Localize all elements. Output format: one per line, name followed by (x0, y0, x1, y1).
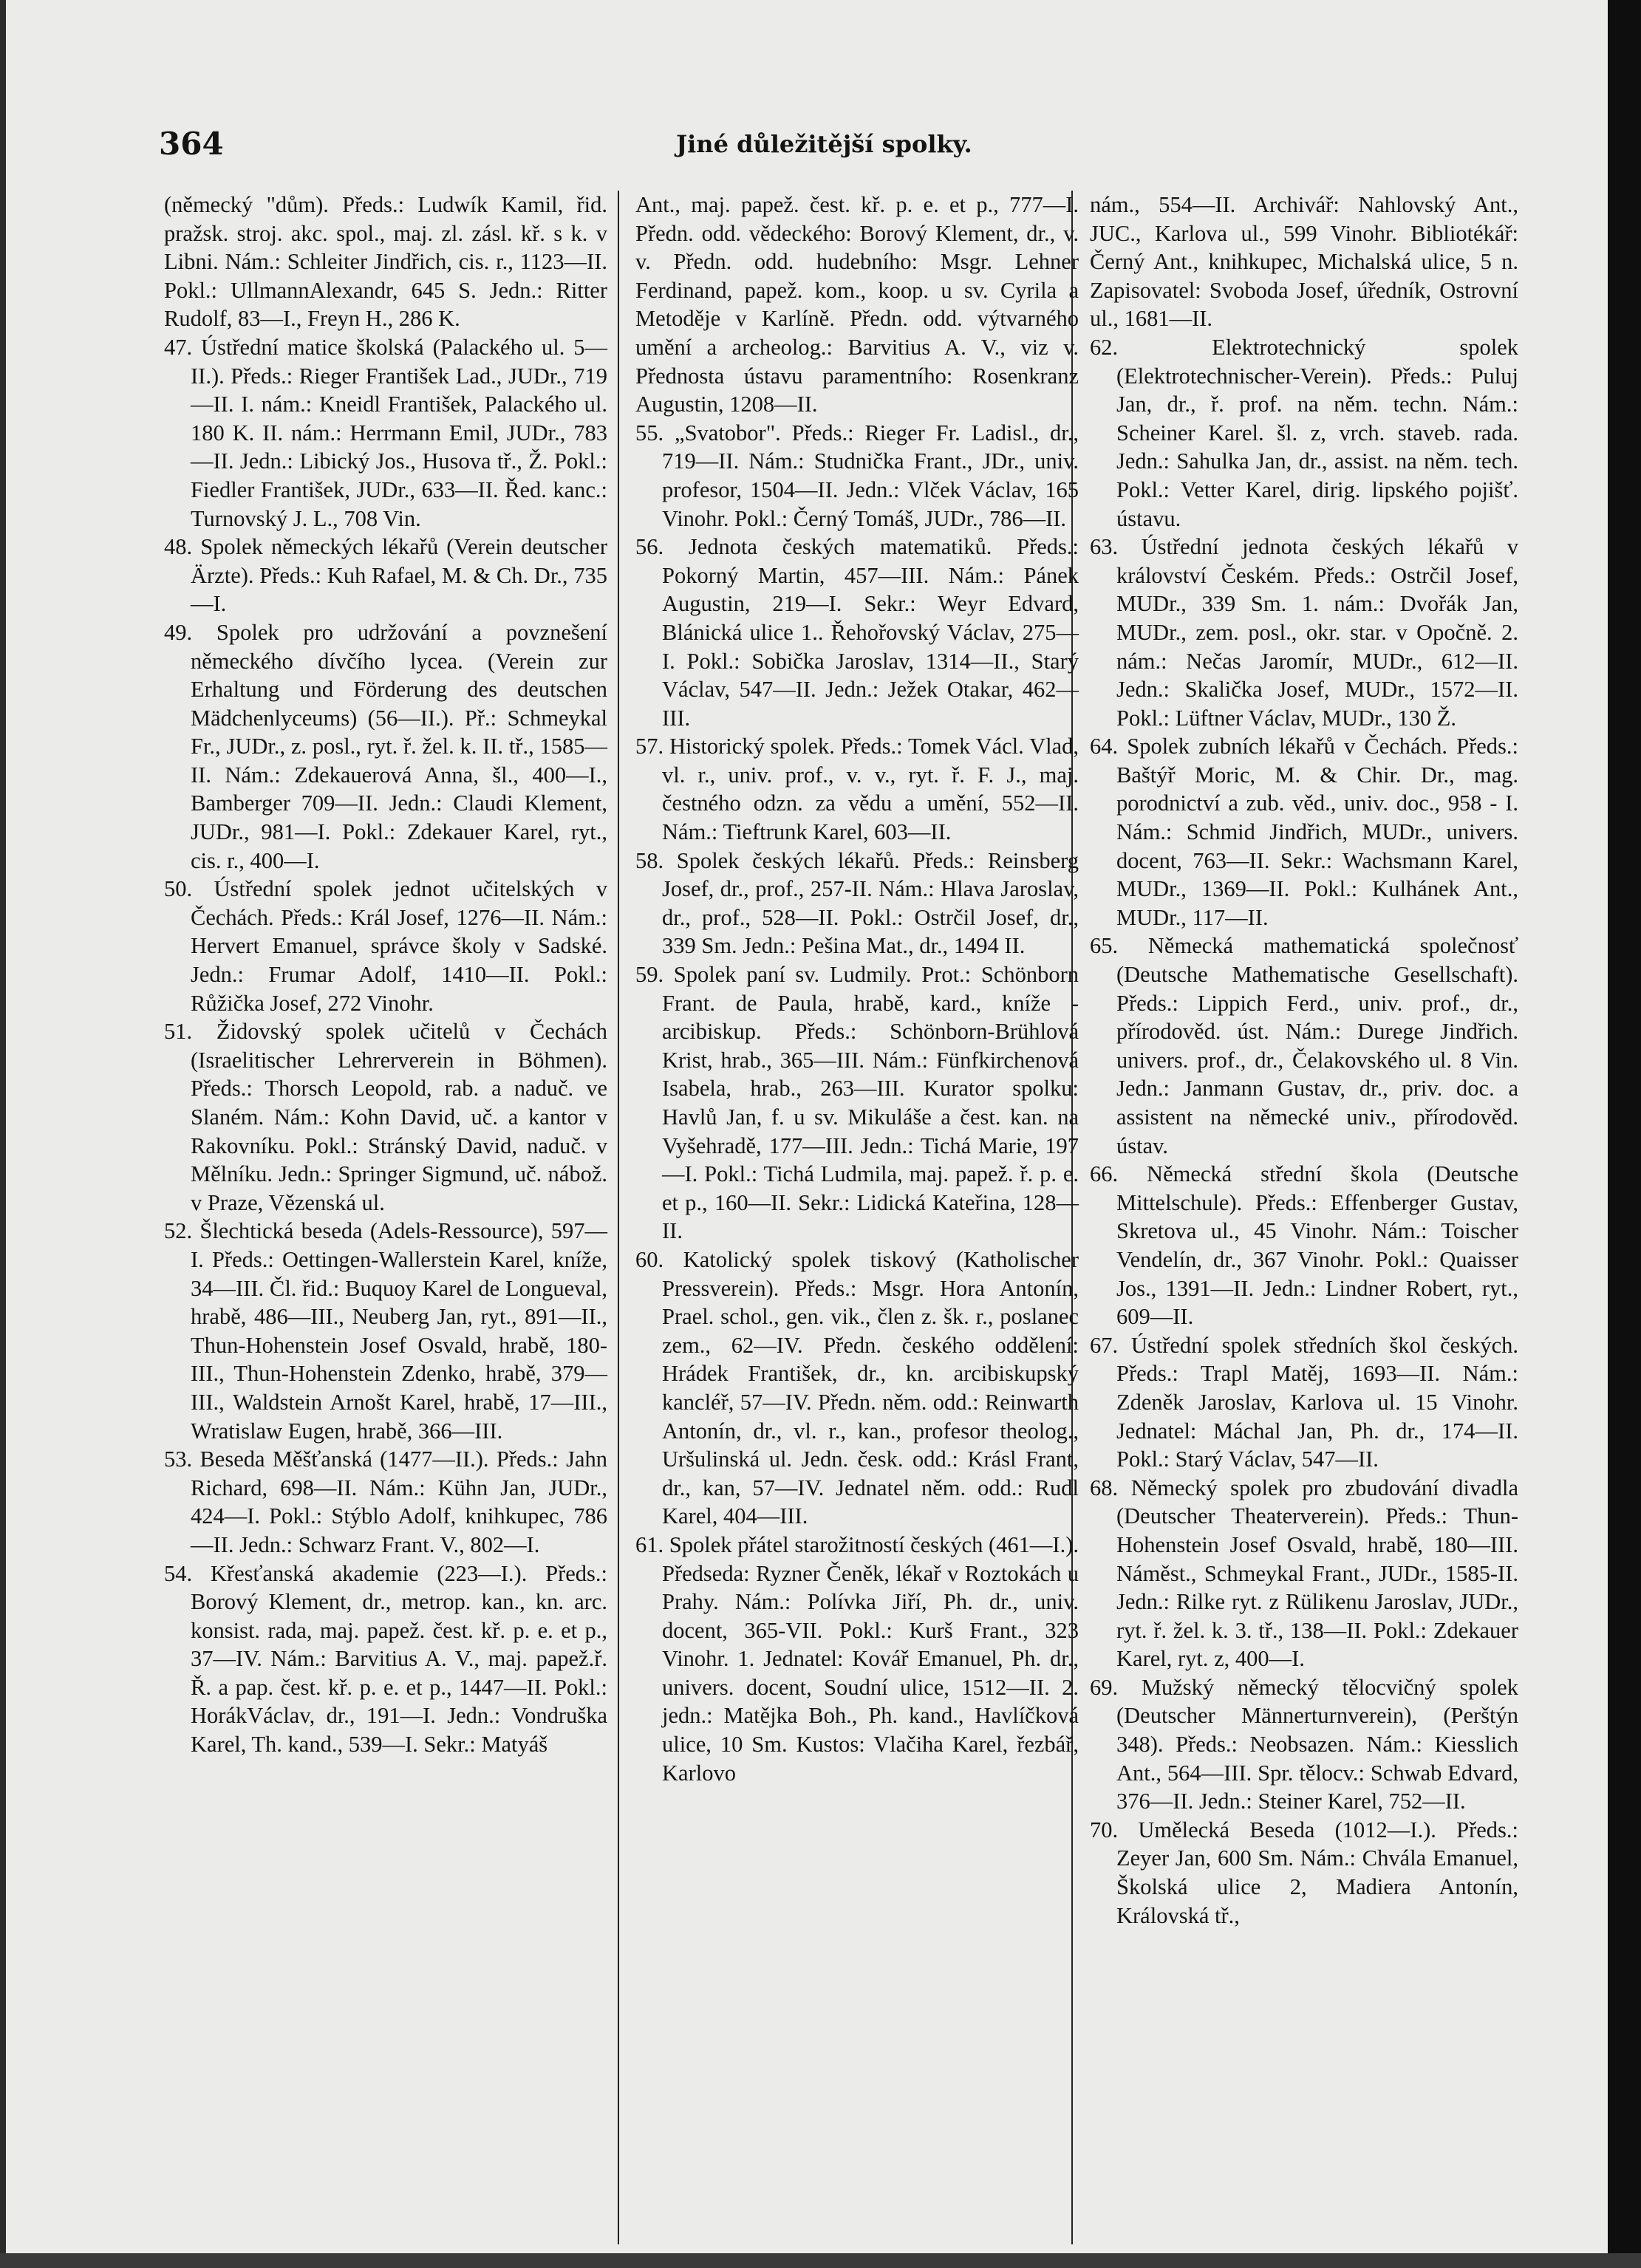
entry: 49. Spolek pro udržování a povznešení německého dívčího lycea. (Verein zur Erhaltung und Förderung des deutschen Mädchenlyceums) (56—II.). Př.: Schmeykal Fr., JUDr., z. posl., ryt. ř. žel. k. II. tř., 1585—II. Nám.: Zdekauerová Anna, šl., 400—I., Bamberger 709—II. Jedn.: Claudi Klement, JUDr., 981—I. Pokl.: Zdekauer Karel, ryt., cis. r., 400—I. (164, 619, 607, 873)
entry: 55. „Svatobor". Předs.: Rieger Fr. Ladisl., dr., 719—II. Nám.: Studnička Frant., JDr., univ. profesor, 1504—II. Jedn.: Vlček Václav, 165 Vinohr. Pokl.: Černý Tomáš, JUDr., 786—II. (635, 420, 1079, 531)
entry: 67. Ústřední spolek středních škol českých. Předs.: Trapl Matěj, 1693—II. Nám.: Zdeněk Jaroslav, Karlova ul. 15 Vinohr. Jednatel: Máchal Jan, Ph. dr., 174—II. Pokl.: Starý Václav, 547—II. (1090, 1332, 1518, 1472)
entry: 69. Mužský německý tělocvičný spolek (Deutscher Männerturnverein), (Perštýn 348). Předs.: Neobsazen. Nám.: Kiesslich Ant., 564—III. Spr. tělocv.: Schwab Edvard, 376—II. Jedn.: Steiner Karel, 752—II. (1090, 1674, 1518, 1814)
entry: 65. Německá mathematická společnosť (Deutsche Mathematische Gesellschaft). Předs.: Lippich Ferd., univ. prof., dr., přírodověd. úst. Nám.: Durege Jindřich. univers. prof., dr., Čelakovského ul. 8 Vin. Jedn.: Janmann Gustav, dr., priv. doc. a assistent na německé univ., přírodověd. ústav. (1090, 933, 1518, 1158)
scan-edge-right (1608, 0, 1641, 2268)
entry: 48. Spolek německých lékařů (Verein deutscher Ärzte). Předs.: Kuh Rafael, M. & Ch. Dr., 735—I. (164, 534, 607, 617)
entry: 66. Německá střední škola (Deutsche Mittelschule). Předs.: Effenberger Gustav, Skretova ul., 45 Vinohr. Nám.: Toischer Vendelín, dr., 367 Vinohr. Pokl.: Quaisser Jos., 1391—II. Jedn.: Lindner Robert, ryt., 609—II. (1090, 1161, 1518, 1330)
scan-edge-bottom (0, 2253, 1641, 2268)
scan-edge-left (0, 0, 6, 2268)
entry: 57. Historický spolek. Předs.: Tomek Václ. Vlad, vl. r., univ. prof., v. v., ryt. ř. F. J., maj. čestného odzn. za vědu a umění, 552—II. Nám.: Tieftrunk Karel, 603—II. (635, 734, 1079, 845)
entry: 51. Židovský spolek učitelů v Čechách (Israelitischer Lehrerverein in Böhmen). Předs.: Thorsch Leopold, rab. a naduč. ve Slaném. Nám.: Kohn David, uč. a kantor v Rakovníku. Pokl.: Stránský David, naduč. v Mělníku. Jedn.: Springer Sigmund, uč. nábož. v Praze, Vězenská ul. (164, 1019, 607, 1215)
page-number: 364 (159, 126, 224, 162)
text-column-left (164, 191, 607, 1759)
entry: Ant., maj. papež. čest. kř. p. e. et p., 777—I. Předn. odd. vědeckého: Borový Klement, dr., v. v. Předn. odd. hudebního: Msgr. Lehner Ferdinand, papež. kom., koop. u sv. Cyrila a Metoděje v Karlíně. Předn. odd. výtvarného umění a archeolog.: Barvitius A. V., viz v. Přednosta ústavu paramentního: Rosenkranz Augustin, 1208—II. (635, 192, 1079, 417)
page-header (159, 126, 986, 170)
entry: 54. Křesťanská akademie (223—I.). Předs.: Borový Klement, dr., metrop. kan., kn. arc. konsist. rada, maj. papež. čest. kř. p. e. et p., 37—IV. Nám.: Barvitius A. V., maj. papež.ř. Ř. a pap. čest. kř. p. e. et p., 1447—II. Pokl.: HorákVáclav, dr., 191—I. Jedn.: Vondruška Karel, Th. kand., 539—I. Sekr.: Matyáš (164, 1560, 607, 1758)
entry: 68. Německý spolek pro zbudování divadla (Deutscher Theaterverein). Předs.: Thun-Hohenstein Josef Osvald, hrabě, 180—III. Náměst., Schmeykal Frant., JUDr., 1585-II. Jedn.: Rilke ryt. z Rülikenu Jaroslav, JUDr., ryt. ř. žel. k. 3. tř., 138—II. Pokl.: Zdekauer Karel, ryt. z, 400—I. (1090, 1475, 1518, 1672)
text-column-right (1090, 191, 1518, 1930)
entry: 47. Ústřední matice školská (Palackého ul. 5—II.). Předs.: Rieger František Lad., JUDr., 719—II. I. nám.: Kneidl František, Palackého ul. 180 K. II. nám.: Herrmann Emil, JUDr., 783—II. Jedn.: Libický Jos., Husova tř., Ž. Pokl.: Fiedler František, JUDr., 633—II. Řed. kanc.: Turnovský J. L., 708 Vin. (164, 334, 607, 531)
entry: 53. Beseda Měšťanská (1477—II.). Předs.: Jahn Richard, 698—II. Nám.: Kühn Jan, JUDr., 424—I. Pokl.: Stýblo Adolf, knihkupec, 786—II. Jedn.: Schwarz Frant. V., 802—I. (164, 1446, 607, 1557)
entry: 52. Šlechtická beseda (Adels-Ressource), 597—I. Předs.: Oettingen-Wallerstein Karel, kníže, 34—III. Čl. řid.: Buquoy Karel de Longueval, hrabě, 486—III., Neuberg Jan, ryt., 891—II., Thun-Hohenstein Josef Osvald, hrabě, 180-III., Thun-Hohenstein Zdenko, hrabě, 379—III., Waldstein Arnošt Karel, hrabě, 17—III., Wratislaw Eugen, hrabě, 366—III. (164, 1218, 607, 1444)
entry: 60. Katolický spolek tiskový (Katholischer Pressverein). Předs.: Msgr. Hora Antonín, Prael. schol., gen. vik., člen z. šk. r., poslanec zem., 62—IV. Předn. českého oddělení: Hrádek František, dr., kn. arcibiskupský kancléř, 57—IV. Předn. něm. odd.: Reinwarth Antonín, dr., vl. r., kan., profesor theolog., Uršulinská ul. Jedn. česk. odd.: Krásl Frant, dr., kan, 57—IV. Jednatel něm. odd.: Rudl Karel, 404—III. (635, 1246, 1079, 1529)
entry: 62. Elektrotechnický spolek (Elektrotechnischer-Verein). Předs.: Puluj Jan, dr., ř. prof. na něm. techn. Nám.: Scheiner Karel. šl. z, vrch. staveb. rada. Jedn.: Sahulka Jan, dr., assist. na něm. tech. Pokl.: Vetter Karel, dirig. lipského pojišť. ústavu. (1090, 334, 1518, 531)
entry: 63. Ústřední jednota českých lékařů v království Českém. Předs.: Ostrčil Josef, MUDr., 339 Sm. 1. nám.: Dvořák Jan, MUDr., zem. posl., okr. star. v Opočně. 2. nám.: Nečas Jaromír, MUDr., 612—II. Jedn.: Skalička Josef, MUDr., 1572—II. Pokl.: Lüftner Václav, MUDr., 130 Ž. (1090, 534, 1518, 731)
running-head: Jiné důležitější spolky. (676, 130, 972, 158)
entry: 64. Spolek zubních lékařů v Čechách. Předs.: Baštýř Moric, M. & Chir. Dr., mag. porodnictví a zub. věd., univ. doc., 958 - I. Nám.: Schmid Jindřich, MUDr., univers. docent, 763—II. Sekr.: Wachsmann Karel, MUDr., 1369—II. Pokl.: Kulhánek Ant., MUDr., 117—II. (1090, 734, 1518, 930)
entry: 50. Ústřední spolek jednot učitelských v Čechách. Předs.: Král Josef, 1276—II. Nám.: Hervert Emanuel, správce školy v Sadské. Jedn.: Frumar Adolf, 1410—II. Pokl.: Růžička Josef, 272 Vinohr. (164, 876, 607, 1016)
entry: 70. Umělecká Beseda (1012—I.). Předs.: Zeyer Jan, 600 Sm. Nám.: Chvála Emanuel, Školská ulice 2, Madiera Antonín, Královská tř., (1090, 1817, 1518, 1928)
entry: 59. Spolek paní sv. Ludmily. Prot.: Schönborn Frant. de Paula, hrabě, kard., kníže - arcibiskup. Předs.: Schönborn-Brühlová Krist, hrab., 365—III. Nám.: Fünfkirchenová Isabela, hrab., 263—III. Kurator spolku: Havlů Jan, f. u sv. Mikuláše a čest. kan. na Vyšehradě, 177—III. Jedn.: Tichá Marie, 197—I. Pokl.: Tichá Ludmila, maj. papež. ř. p. e. et p., 160—II. Sekr.: Lidická Kateřina, 128—II. (635, 962, 1079, 1244)
entry: 56. Jednota českých matematiků. Předs.: Pokorný Martin, 457—III. Nám.: Pánek Augustin, 219—I. Sekr.: Weyr Edvard, Blánická ulice 1.. Řehořovský Václav, 275—I. Pokl.: Sobička Jaroslav, 1314—II., Starý Václav, 547—II. Jedn.: Ježek Otakar, 462—III. (635, 534, 1079, 731)
entry: nám., 554—II. Archivář: Nahlovský Ant., JUC., Karlova ul., 599 Vinohr. Bibliotékář: Černý Ant., knihkupec, Michalská ulice, 5 n. Zapisovatel: Svoboda Josef, úředník, Ostrovní ul., 1681—II. (1090, 192, 1518, 332)
entry: (německý "dům). Předs.: Ludwík Kamil, řid. pražsk. stroj. akc. spol., maj. zl. zásl. kř. s k. v Libni. Nám.: Schleiter Jindřich, cis. r., 1123—II. Pokl.: UllmannAlexandr, 645 S. Jedn.: Ritter Rudolf, 83—I., Freyn H., 286 K. (164, 192, 607, 332)
entry: 61. Spolek přátel starožitností českých (461—I.). Předseda: Ryzner Čeněk, lékař v Roztokách u Prahy. Nám.: Polívka Jiří, Ph. dr., univ. docent, 365-VII. Pokl.: Kurš Frant., 323 Vinohr. 1. Jednatel: Kovář Emanuel, Ph. dr., univers. docent, Soudní ulice, 1512—II. 2. jedn.: Matějka Boh., Ph. kand., Havlíčková ulice, 10 Sm. Kustos: Vlačiha Karel, řezbář, Karlovo (635, 1531, 1079, 1786)
text-column-middle (635, 191, 1079, 1787)
entry: 58. Spolek českých lékařů. Předs.: Reinsberg Josef, dr., prof., 257-II. Nám.: Hlava Jaroslav, dr., prof., 528—II. Pokl.: Ostrčil Josef, dr., 339 Sm. Jedn.: Pešina Mat., dr., 1494 II. (635, 847, 1079, 959)
column-rule (618, 191, 619, 2244)
